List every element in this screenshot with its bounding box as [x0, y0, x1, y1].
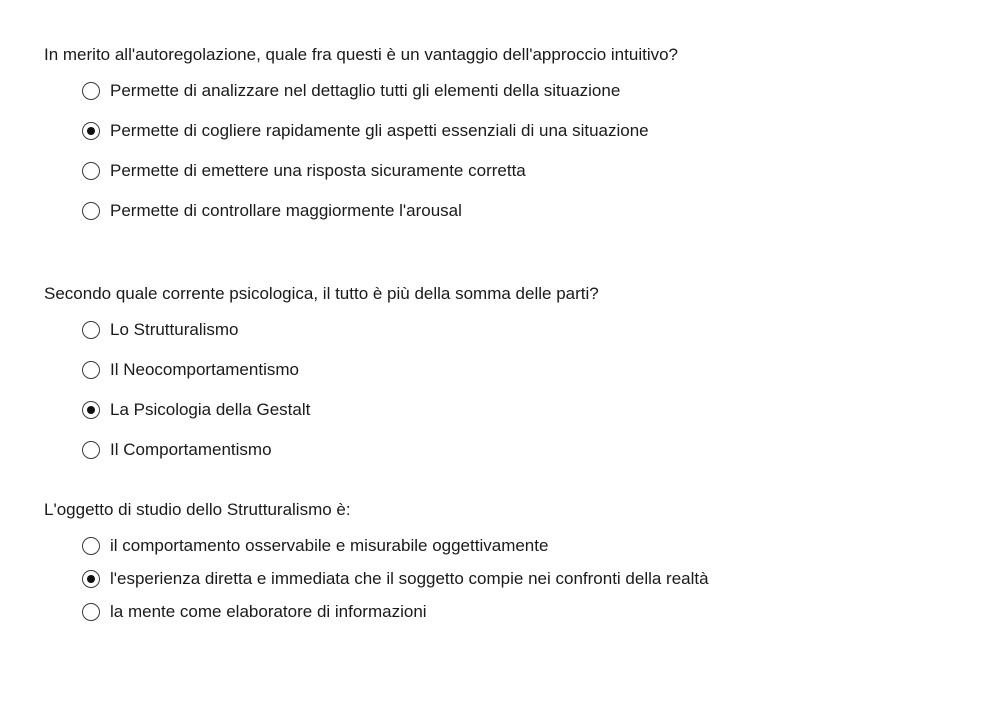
radio-button[interactable]: [82, 82, 100, 100]
option-label: Il Comportamentismo: [110, 440, 272, 459]
question-2-option-1[interactable]: [82, 319, 744, 340]
question-3: [44, 499, 744, 622]
radio-button[interactable]: [82, 441, 100, 459]
radio-button[interactable]: [82, 537, 100, 555]
question-2: [44, 283, 744, 460]
option-label: Permette di analizzare nel dettaglio tutti gli elementi della situazione: [110, 81, 621, 100]
option-label: il comportamento osservabile e misurabile oggettivamente: [110, 536, 549, 555]
radio-button[interactable]: [82, 202, 100, 220]
question-1-options: [44, 80, 744, 221]
question-3-option-2[interactable]: [82, 568, 744, 589]
question-2-option-3[interactable]: [82, 399, 744, 420]
question-3-option-3[interactable]: [82, 601, 744, 622]
question-1-option-4[interactable]: [82, 200, 744, 221]
question-1-option-3[interactable]: [82, 160, 744, 181]
radio-button-selected[interactable]: [82, 122, 100, 140]
question-2-options: [44, 319, 744, 460]
radio-button[interactable]: [82, 321, 100, 339]
option-label: Permette di controllare maggiormente l'arousal: [110, 201, 462, 220]
question-1-option-2[interactable]: [82, 120, 744, 141]
option-label: La Psicologia della Gestalt: [110, 400, 311, 419]
question-2-text: Secondo quale corrente psicologica, il tutto è più della somma delle parti?: [44, 284, 599, 303]
radio-button[interactable]: [82, 603, 100, 621]
question-2-option-4[interactable]: [82, 439, 744, 460]
option-label: Lo Strutturalismo: [110, 320, 239, 339]
option-label: Permette di cogliere rapidamente gli aspetti essenziali di una situazione: [110, 121, 649, 140]
radio-button[interactable]: [82, 361, 100, 379]
question-1: [44, 44, 744, 221]
question-2-option-2[interactable]: [82, 359, 744, 380]
option-label: l'esperienza diretta e immediata che il soggetto compie nei confronti della realtà: [110, 569, 709, 588]
question-3-option-1[interactable]: [82, 535, 744, 556]
question-3-text: L'oggetto di studio dello Strutturalismo è:: [44, 500, 351, 519]
radio-button-selected[interactable]: [82, 570, 100, 588]
question-1-text: In merito all'autoregolazione, quale fra questi è un vantaggio dell'approccio intuitivo?: [44, 45, 679, 64]
question-3-options: [44, 535, 744, 622]
option-label: la mente come elaboratore di informazioni: [110, 602, 427, 621]
question-1-option-1[interactable]: [82, 80, 744, 101]
radio-button[interactable]: [82, 162, 100, 180]
radio-button-selected[interactable]: [82, 401, 100, 419]
option-label: Permette di emettere una risposta sicuramente corretta: [110, 161, 526, 180]
option-label: Il Neocomportamentismo: [110, 360, 299, 379]
